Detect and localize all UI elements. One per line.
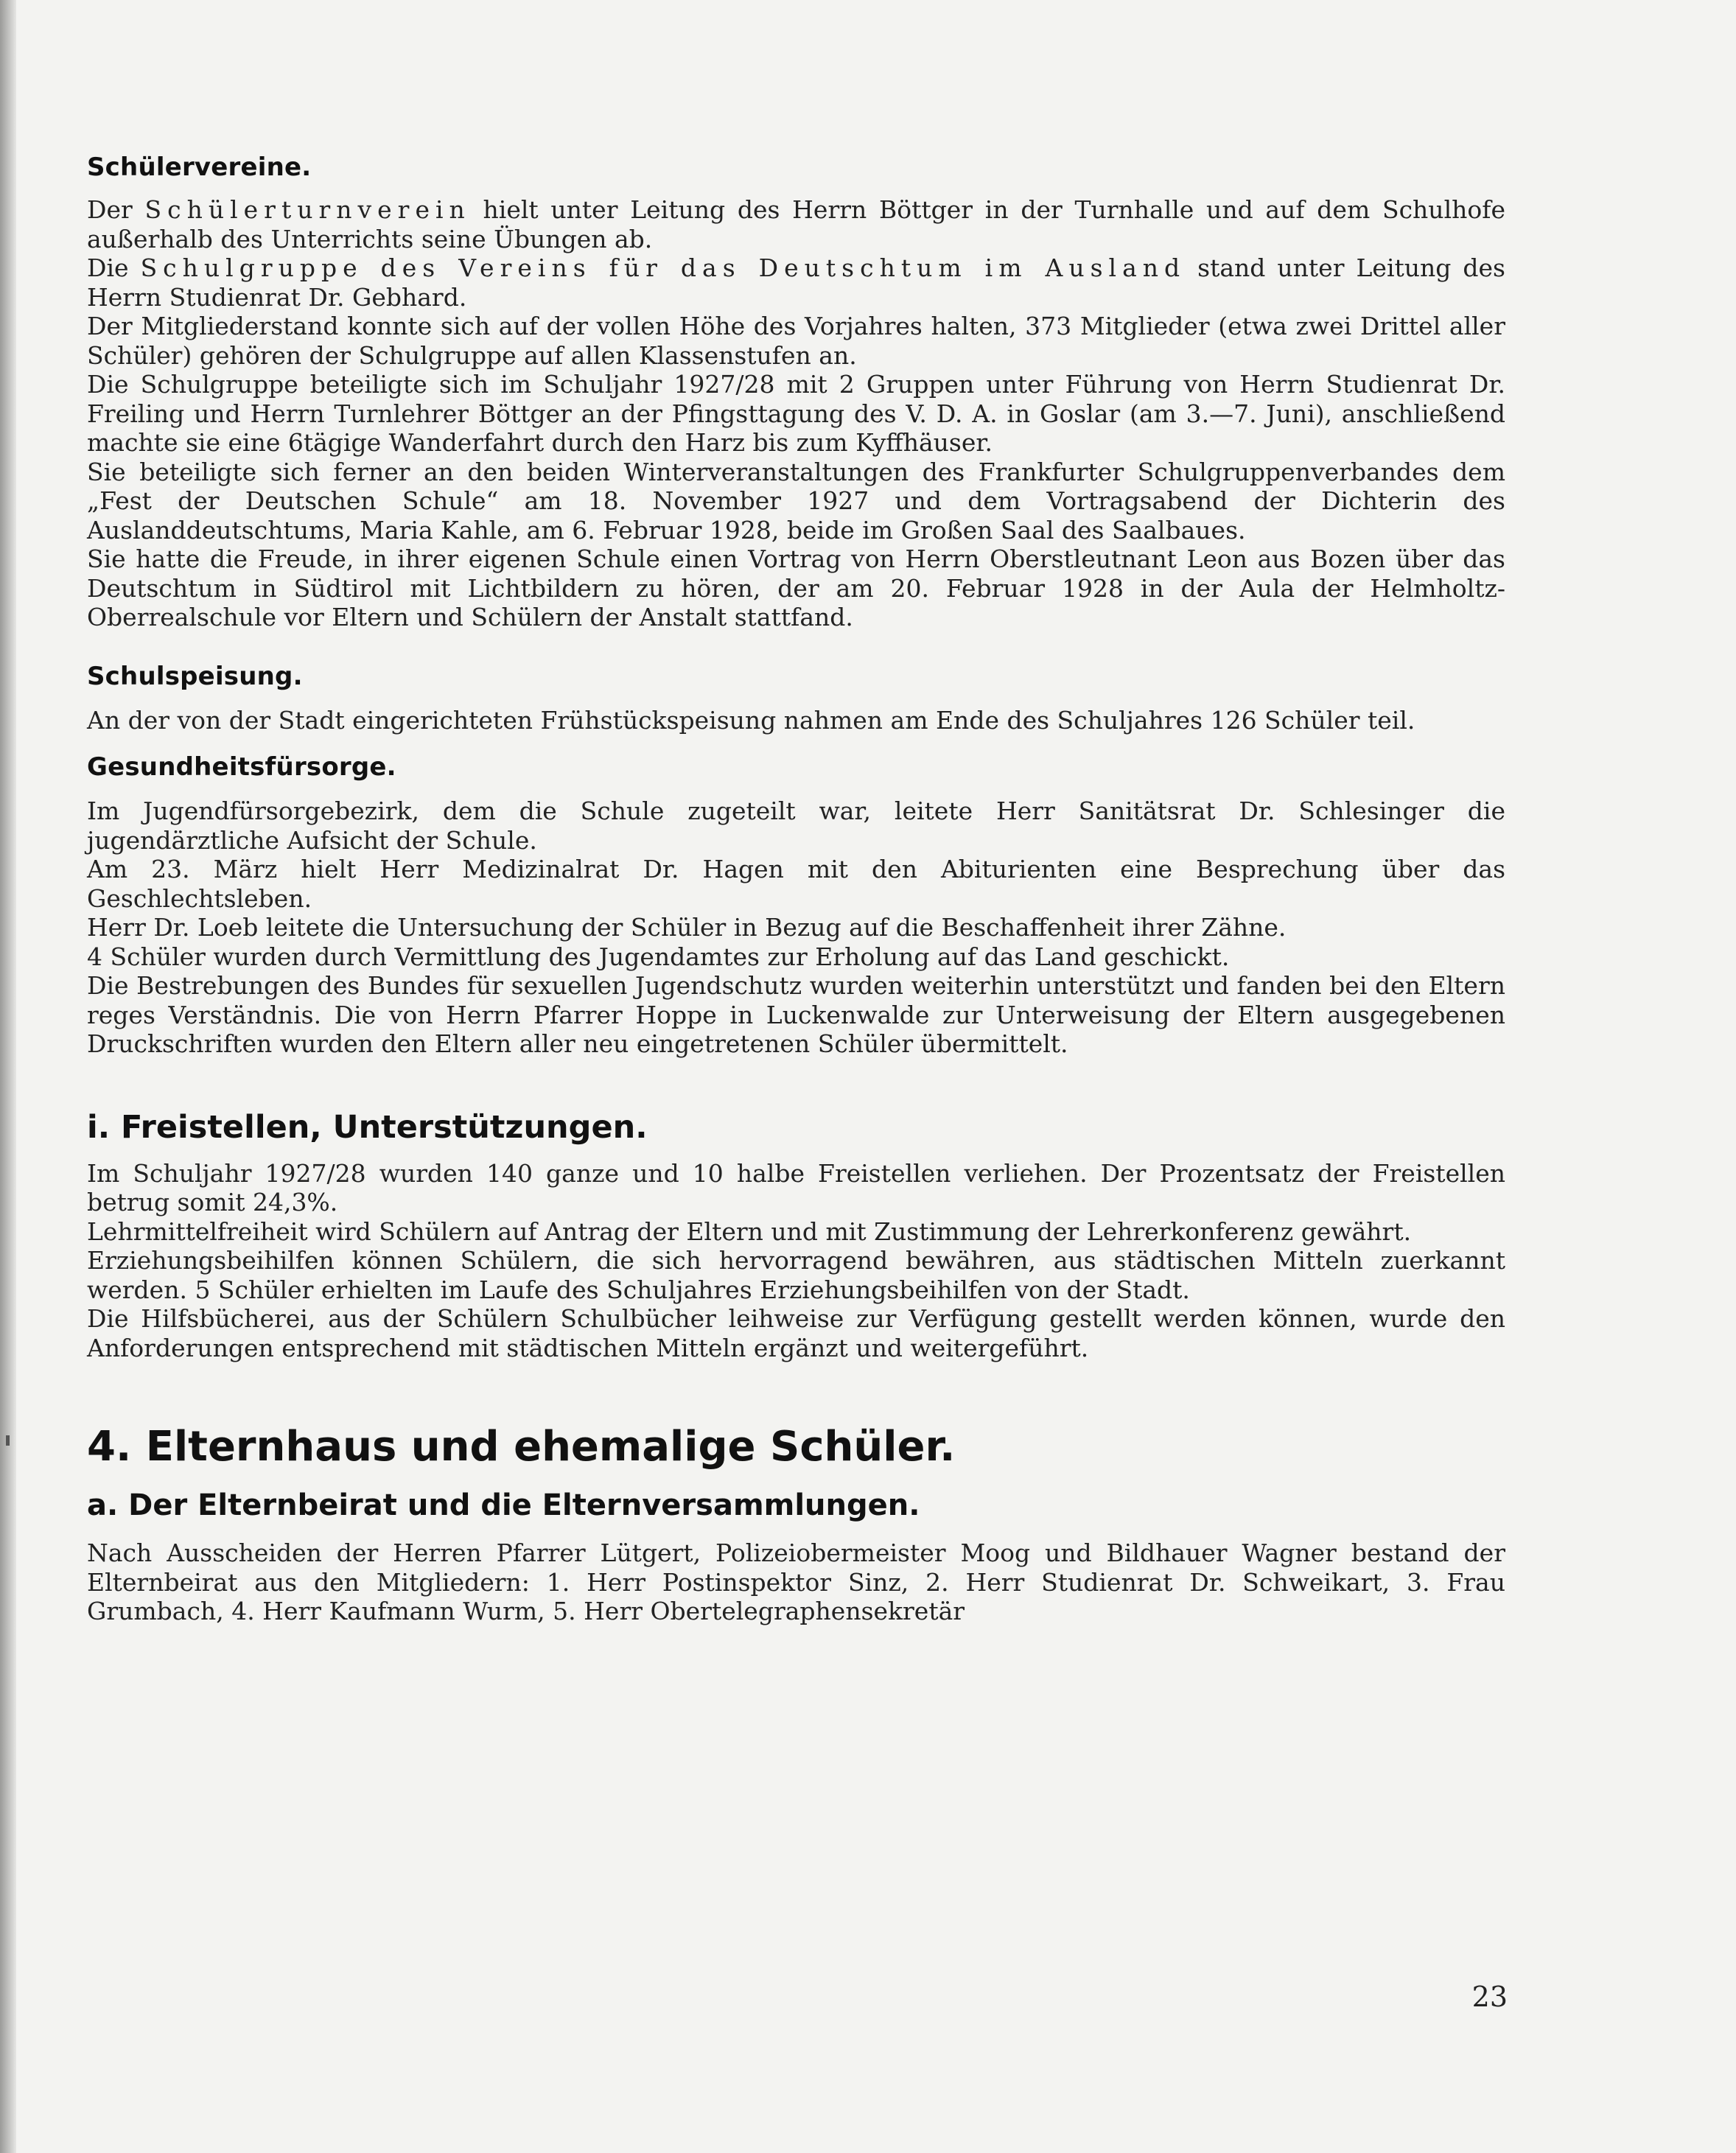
binding-gutter [0,0,16,2153]
page-number: 23 [1471,1981,1508,2013]
paragraph: Sie beteiligte sich ferner an den beiden Winterveranstaltungen des Frankfurter Schulgruppenverbandes dem „Fest der Deutschen Schule“ am 18. November 1927 und dem Vortragsabend der Dichterin des Auslanddeutschtums, Maria Kahle, am 6. Februar 1928, beide im Großen Saal des Saalbaues. [87,457,1505,545]
paragraph: Der Schülerturnverein hielt unter Leitung des Herrn Böttger in der Turnhalle und auf dem Schulhofe außerhalb des Unterrichts seine Übungen ab. [87,195,1505,253]
section-freistellen [87,1159,1505,1363]
paragraph: An der von der Stadt eingerichteten Frühstückspeisung nahmen am Ende des Schuljahres 126 Schüler teil. [87,705,1415,735]
paragraph: Lehrmittelfreiheit wird Schülern auf Antrag der Eltern und mit Zustimmung der Lehrerkonferenz gewährt. [87,1216,1412,1246]
section-schuelervereine [87,195,1505,632]
paragraph-text: hielt unter Leitung des Herrn Böttger in der Turnhalle und auf dem Schulhofe außerhalb des Unterrichts seine Übungen ab. [87,195,1505,253]
paragraph: Die Bestrebungen des Bundes für sexuellen Jugendschutz wurden weiterhin unterstützt und fanden bei den Eltern reges Verständnis. Die von Herrn Pfarrer Hoppe in Luckenwalde zur Unterweisung der Eltern ausgegebenen Druckschriften wurden den Eltern aller neu eingetretenen Schüler übermittelt. [87,971,1505,1058]
paragraph: Erziehungsbeihilfen können Schülern, die sich hervorragend bewähren, aus städtischen Mitteln zuerkannt werden. 5 Schüler erhielten im Laufe des Schuljahres Erziehungsbeihilfen von der Stadt. [87,1246,1505,1304]
paragraph: Die Hilfsbücherei, aus der Schülern Schulbücher leihweise zur Verfügung gestellt werden können, wurde den Anforderungen entsprechend mit städtischen Mitteln ergänzt und weitergeführt. [87,1304,1505,1362]
chapter-title: 4. Elternhaus und ehemalige Schüler. [87,1423,956,1471]
heading-schulspeisung: Schulspeisung. [87,661,303,691]
paragraph: 4 Schüler wurden durch Vermittlung des Jugendamtes zur Erholung auf das Land geschickt. [87,942,1230,971]
heading-elternbeirat: a. Der Elternbeirat und die Elternversammlungen. [87,1488,920,1522]
heading-freistellen: i. Freistellen, Unterstützungen. [87,1108,648,1146]
paragraph: Herr Dr. Loeb leitete die Untersuchung der Schüler in Bezug auf die Beschaffenheit ihrer Zähne. [87,913,1287,942]
paragraph-text: stand unter Leitung des Herrn Studienrat Dr. Gebhard. [87,253,1505,312]
paragraph: Die Schulgruppe des Vereins für das Deutschtum im Ausland stand unter Leitung des Herrn Studienrat Dr. Gebhard. [87,253,1505,312]
section-elternbeirat [87,1538,1505,1626]
margin-mark [6,1435,10,1446]
section-gesundheitsfuersorge [87,797,1505,1059]
paragraph: Der Mitgliederstand konnte sich auf der vollen Höhe des Vorjahres halten, 373 Mitglieder (etwa zwei Drittel aller Schüler) gehören der Schulgruppe auf allen Klassenstufen an. [87,312,1505,370]
page-content [87,144,1505,1626]
paragraph: Im Schuljahr 1927/28 wurden 140 ganze und 10 halbe Freistellen verliehen. Der Prozentsatz der Freistellen betrug somit 24,3%. [87,1158,1505,1216]
paragraph: Nach Ausscheiden der Herren Pfarrer Lütgert, Polizeiobermeister Moog und Bildhauer Wagner bestand der Elternbeirat aus den Mitgliedern: 1. Herr Postinspektor Sinz, 2. Herr Studienrat Dr. Schweikart, 3. Frau Grumbach, 4. Herr Kaufmann Wurm, 5. Herr Obertelegraphensekretär [87,1538,1505,1625]
paragraph: Am 23. März hielt Herr Medizinalrat Dr. Hagen mit den Abiturienten eine Besprechung über das Geschlechtsleben. [87,855,1505,913]
heading-gesundheitsfuersorge: Gesundheitsfürsorge. [87,752,396,782]
paragraph: Im Jugendfürsorgebezirk, dem die Schule zugeteilt war, leitete Herr Sanitätsrat Dr. Schlesinger die jugendärztliche Aufsicht der Schule. [87,797,1505,855]
paragraph: Die Schulgruppe beteiligte sich im Schuljahr 1927/28 mit 2 Gruppen unter Führung von Herrn Studienrat Dr. Freiling und Herrn Turnlehrer Böttger an der Pfingsttagung des V. D. A. in Goslar (am 3.—7. Juni), anschließend machte sie eine 6tägige Wanderfahrt durch den Harz bis zum Kyffhäuser. [87,370,1505,457]
spaced-term: Schülerturnverein [144,195,471,224]
heading-schuelervereine: Schülervereine. [87,153,312,182]
spaced-term: Schulgruppe des Vereins für das Deutschtum im Ausland [140,253,1186,282]
paragraph: Sie hatte die Freude, in ihrer eigenen Schule einen Vortrag von Herrn Oberstleutnant Leon aus Bozen über das Deutschtum in Südtirol mit Lichtbildern zu hören, der am 20. Februar 1928 in der Aula der Helmholtz-Oberrealschule vor Eltern und Schülern der Anstalt stattfand. [87,545,1505,631]
section-schulspeisung [87,706,1505,735]
